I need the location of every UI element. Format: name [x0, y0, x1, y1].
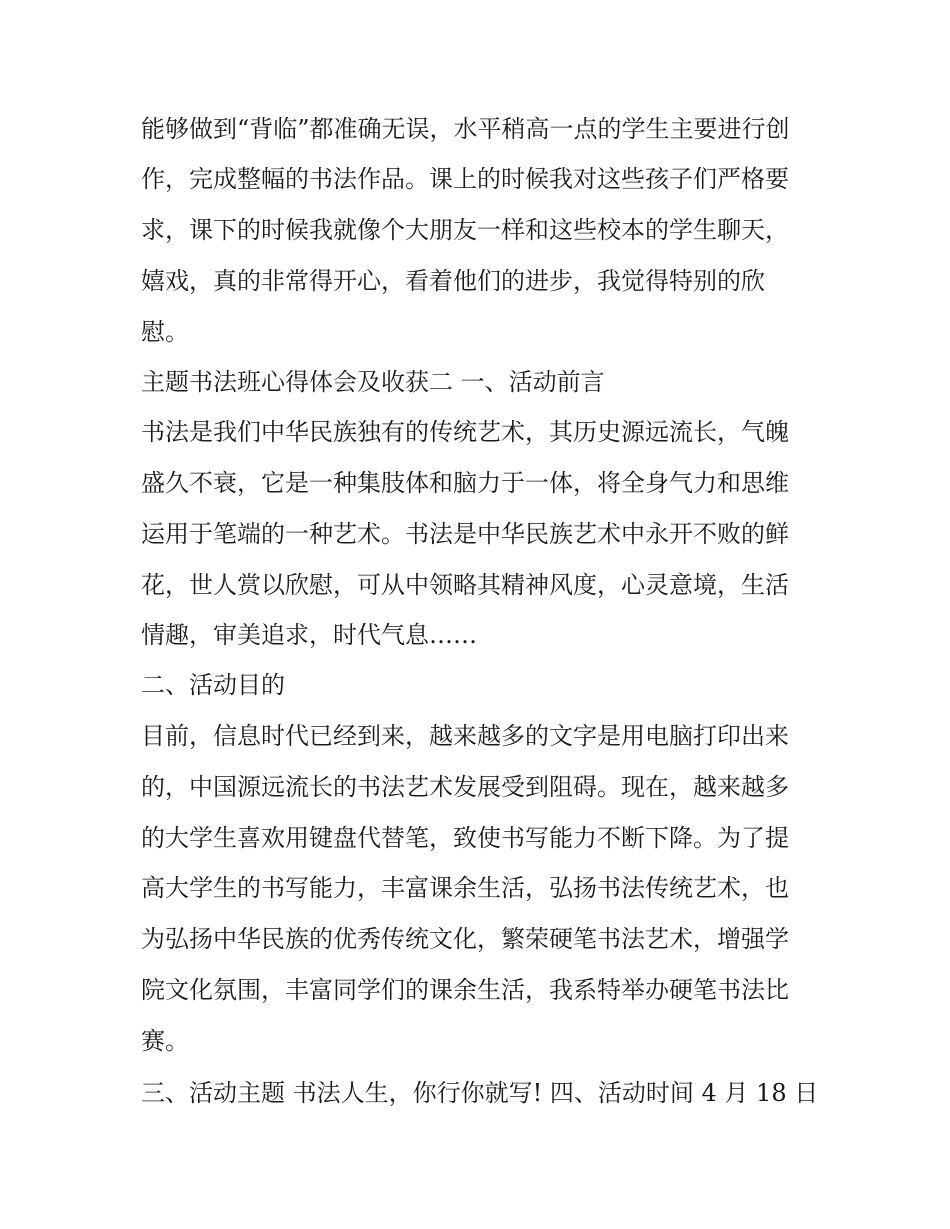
- text-line: 情趣，审美追求，时代气息……: [141, 621, 477, 649]
- text-line: 盛久不衰，它是一种集肢体和脑力于一体，将全身气力和思维: [141, 469, 789, 497]
- text-line: 求，课下的时候我就像个大朋友一样和这些校本的学生聊天，: [141, 216, 789, 244]
- section-heading: 三、活动主题 书法人生，你行你就写! 四、活动时间 4 月 18 日: [141, 1079, 819, 1107]
- section-heading: 主题书法班心得体会及收获二 一、活动前言: [141, 368, 605, 396]
- text-line: 能够做到“背临”都准确无误，水平稍高一点的学生主要进行创: [141, 115, 790, 143]
- text-line: 目前，信息时代已经到来，越来越多的文字是用电脑打印出来: [141, 722, 789, 750]
- text-line: 作，完成整幅的书法作品。课上的时候我对这些孩子们严格要: [141, 165, 789, 193]
- text-line: 赛。: [141, 1027, 189, 1055]
- text-line: 高大学生的书写能力，丰富课余生活，弘扬书法传统艺术，也: [141, 874, 789, 902]
- text-line: 院文化氛围，丰富同学们的课余生活，我系特举办硬笔书法比: [141, 976, 789, 1004]
- text-line: 书法是我们中华民族独有的传统艺术，其历史源远流长，气魄: [141, 418, 789, 446]
- section-heading: 二、活动目的: [141, 671, 285, 699]
- text-line: 的大学生喜欢用键盘代替笔，致使书写能力不断下降。为了提: [141, 824, 789, 852]
- text-line: 运用于笔端的一种艺术。书法是中华民族艺术中永开不败的鲜: [141, 520, 789, 548]
- text-line: 花，世人赏以欣慰，可从中领略其精神风度，心灵意境，生活: [141, 571, 789, 599]
- text-line: 慰。: [141, 318, 189, 346]
- text-line: 为弘扬中华民族的优秀传统文化，繁荣硬笔书法艺术，增强学: [141, 925, 789, 953]
- text-line: 的，中国源远流长的书法艺术发展受到阻碍。现在，越来越多: [141, 773, 789, 801]
- text-line: 嬉戏，真的非常得开心，看着他们的进步，我觉得特别的欣: [141, 267, 765, 295]
